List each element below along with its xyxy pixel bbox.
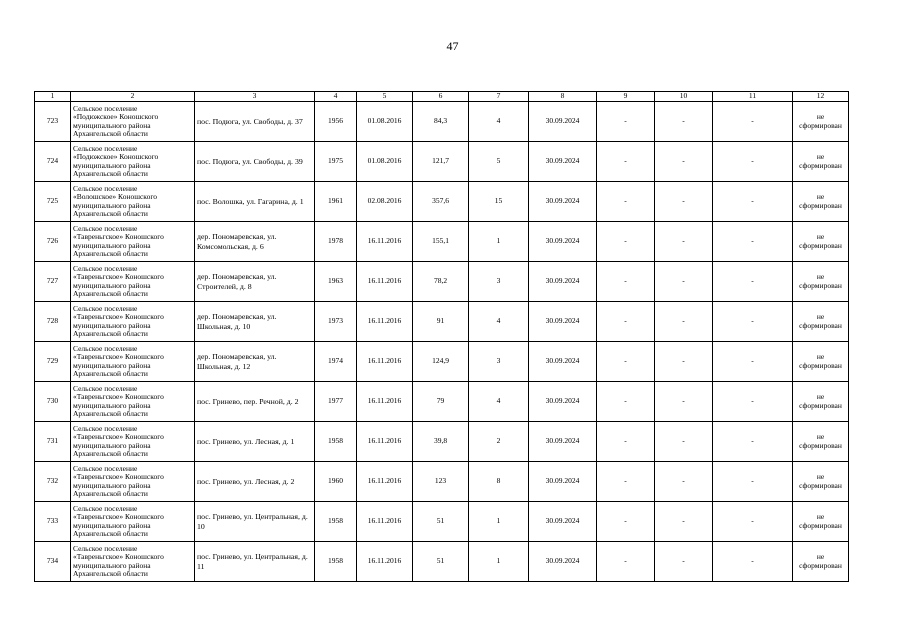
cell-deadline: 30.09.2024 [529, 382, 597, 422]
cell-col10: - [655, 462, 713, 502]
registry-table [34, 91, 849, 582]
cell-col10: - [655, 422, 713, 462]
cell-count: 1 [469, 542, 529, 582]
cell-status: не сформирован [793, 462, 849, 502]
cell-year: 1956 [315, 102, 357, 142]
cell-number: 727 [35, 262, 71, 302]
column-header: 6 [413, 92, 469, 102]
cell-number: 723 [35, 102, 71, 142]
cell-date: 16.11.2016 [357, 542, 413, 582]
table-row [35, 422, 849, 462]
cell-settlement [71, 142, 195, 182]
cell-date: 16.11.2016 [357, 462, 413, 502]
settlement-line: Сельское поселение [73, 383, 138, 393]
cell-settlement [71, 382, 195, 422]
column-header: 10 [655, 92, 713, 102]
table-row [35, 262, 849, 302]
settlement-line: муниципального района [73, 440, 151, 450]
settlement-line: Сельское поселение [73, 423, 138, 433]
table-row [35, 102, 849, 142]
page-number: 47 [446, 39, 459, 53]
cell-settlement [71, 422, 195, 462]
cell-col11: - [713, 382, 793, 422]
settlement-line: муниципального района [73, 200, 151, 210]
cell-col9: - [597, 142, 655, 182]
cell-area: 78,2 [413, 262, 469, 302]
cell-settlement [71, 222, 195, 262]
cell-col11: - [713, 182, 793, 222]
settlement-line: «Подюжское» Коношского [73, 112, 159, 122]
cell-deadline: 30.09.2024 [529, 542, 597, 582]
settlement-line: Архангельской области [73, 368, 148, 378]
table-row [35, 502, 849, 542]
cell-year: 1961 [315, 182, 357, 222]
cell-address: дер. Пономаревская, ул. Строителей, д. 8 [195, 262, 315, 302]
cell-area: 84,3 [413, 102, 469, 142]
settlement-line: Сельское поселение [73, 303, 138, 313]
header-row [35, 92, 849, 102]
cell-col10: - [655, 182, 713, 222]
cell-year: 1960 [315, 462, 357, 502]
settlement-line: Сельское поселение [73, 543, 138, 553]
cell-col9: - [597, 302, 655, 342]
cell-status: не сформирован [793, 182, 849, 222]
cell-number: 729 [35, 342, 71, 382]
cell-date: 16.11.2016 [357, 502, 413, 542]
settlement-line: «Тавреньгское» Коношского [73, 392, 164, 402]
cell-col9: - [597, 422, 655, 462]
cell-col11: - [713, 222, 793, 262]
column-header: 4 [315, 92, 357, 102]
settlement-line: муниципального района [73, 360, 151, 370]
cell-status: не сформирован [793, 382, 849, 422]
settlement-line: Сельское поселение [73, 343, 138, 353]
cell-col9: - [597, 382, 655, 422]
cell-col11: - [713, 142, 793, 182]
cell-address: пос. Гринево, ул. Центральная, д. 11 [195, 542, 315, 582]
table-row [35, 222, 849, 262]
cell-area: 79 [413, 382, 469, 422]
cell-deadline: 30.09.2024 [529, 142, 597, 182]
cell-col10: - [655, 222, 713, 262]
cell-col9: - [597, 542, 655, 582]
cell-col10: - [655, 262, 713, 302]
cell-count: 4 [469, 102, 529, 142]
settlement-line: муниципального района [73, 280, 151, 290]
table-row [35, 462, 849, 502]
settlement-line: муниципального района [73, 400, 151, 410]
cell-settlement [71, 262, 195, 302]
cell-address: пос. Гринево, пер. Речной, д. 2 [195, 382, 315, 422]
column-header: 8 [529, 92, 597, 102]
settlement-line: Сельское поселение [73, 103, 138, 113]
table-row [35, 302, 849, 342]
cell-date: 16.11.2016 [357, 302, 413, 342]
cell-address: дер. Пономаревская, ул. Школьная, д. 12 [195, 342, 315, 382]
cell-settlement [71, 542, 195, 582]
cell-count: 3 [469, 262, 529, 302]
settlement-line: муниципального района [73, 240, 151, 250]
cell-col9: - [597, 182, 655, 222]
cell-col10: - [655, 102, 713, 142]
settlement-line: «Тавреньгское» Коношского [73, 472, 164, 482]
settlement-line: «Тавреньгское» Коношского [73, 432, 164, 442]
cell-date: 02.08.2016 [357, 182, 413, 222]
cell-year: 1963 [315, 262, 357, 302]
cell-number: 732 [35, 462, 71, 502]
cell-deadline: 30.09.2024 [529, 222, 597, 262]
cell-area: 121,7 [413, 142, 469, 182]
cell-status: не сформирован [793, 422, 849, 462]
settlement-line: «Тавреньгское» Коношского [73, 232, 164, 242]
cell-number: 731 [35, 422, 71, 462]
column-header: 9 [597, 92, 655, 102]
settlement-line: Архангельской области [73, 528, 148, 538]
cell-col10: - [655, 342, 713, 382]
table-row [35, 342, 849, 382]
cell-area: 91 [413, 302, 469, 342]
cell-col11: - [713, 342, 793, 382]
cell-count: 5 [469, 142, 529, 182]
cell-year: 1974 [315, 342, 357, 382]
cell-count: 4 [469, 382, 529, 422]
cell-count: 2 [469, 422, 529, 462]
cell-area: 51 [413, 502, 469, 542]
cell-deadline: 30.09.2024 [529, 302, 597, 342]
cell-col10: - [655, 142, 713, 182]
settlement-line: муниципального района [73, 560, 151, 570]
table-row [35, 382, 849, 422]
cell-deadline: 30.09.2024 [529, 462, 597, 502]
cell-address: пос. Волошка, ул. Гагарина, д. 1 [195, 182, 315, 222]
column-header: 5 [357, 92, 413, 102]
cell-address: пос. Подюга, ул. Свободы, д. 39 [195, 142, 315, 182]
cell-settlement [71, 342, 195, 382]
cell-address: дер. Пономаревская, ул. Школьная, д. 10 [195, 302, 315, 342]
cell-col9: - [597, 222, 655, 262]
cell-area: 51 [413, 542, 469, 582]
cell-address: дер. Пономаревская, ул. Комсомольская, д. 6 [195, 222, 315, 262]
cell-deadline: 30.09.2024 [529, 102, 597, 142]
cell-deadline: 30.09.2024 [529, 262, 597, 302]
cell-deadline: 30.09.2024 [529, 182, 597, 222]
cell-deadline: 30.09.2024 [529, 422, 597, 462]
settlement-line: муниципального района [73, 520, 151, 530]
cell-col11: - [713, 102, 793, 142]
cell-date: 16.11.2016 [357, 342, 413, 382]
cell-status: не сформирован [793, 342, 849, 382]
cell-col11: - [713, 302, 793, 342]
column-header: 11 [713, 92, 793, 102]
cell-year: 1958 [315, 502, 357, 542]
cell-status: не сформирован [793, 502, 849, 542]
settlement-line: Архангельской области [73, 448, 148, 458]
cell-address: пос. Гринево, ул. Центральная, д. 10 [195, 502, 315, 542]
settlement-line: Архангельской области [73, 128, 148, 138]
settlement-line: муниципального района [73, 480, 151, 490]
cell-col9: - [597, 462, 655, 502]
cell-area: 39,8 [413, 422, 469, 462]
cell-count: 3 [469, 342, 529, 382]
settlement-line: Сельское поселение [73, 503, 138, 513]
cell-deadline: 30.09.2024 [529, 342, 597, 382]
cell-area: 123 [413, 462, 469, 502]
table-row [35, 542, 849, 582]
cell-area: 124,9 [413, 342, 469, 382]
cell-address: пос. Подюга, ул. Свободы, д. 37 [195, 102, 315, 142]
column-header: 2 [71, 92, 195, 102]
cell-number: 730 [35, 382, 71, 422]
table-row [35, 142, 849, 182]
cell-settlement [71, 502, 195, 542]
cell-count: 1 [469, 222, 529, 262]
column-header: 12 [793, 92, 849, 102]
cell-year: 1958 [315, 542, 357, 582]
settlement-line: муниципального района [73, 120, 151, 130]
settlement-line: Архангельской области [73, 208, 148, 218]
cell-number: 734 [35, 542, 71, 582]
cell-col10: - [655, 302, 713, 342]
settlement-line: Архангельской области [73, 288, 148, 298]
settlement-line: «Волошское» Коношского [73, 192, 157, 202]
cell-number: 733 [35, 502, 71, 542]
settlement-line: Архангельской области [73, 248, 148, 258]
cell-col11: - [713, 542, 793, 582]
cell-date: 01.08.2016 [357, 142, 413, 182]
cell-number: 724 [35, 142, 71, 182]
cell-number: 728 [35, 302, 71, 342]
cell-col9: - [597, 342, 655, 382]
settlement-line: муниципального района [73, 160, 151, 170]
cell-date: 16.11.2016 [357, 422, 413, 462]
settlement-line: Сельское поселение [73, 463, 138, 473]
cell-settlement [71, 302, 195, 342]
cell-number: 725 [35, 182, 71, 222]
cell-count: 1 [469, 502, 529, 542]
cell-status: не сформирован [793, 222, 849, 262]
cell-year: 1958 [315, 422, 357, 462]
settlement-line: «Подюжское» Коношского [73, 152, 159, 162]
column-header: 1 [35, 92, 71, 102]
cell-settlement [71, 182, 195, 222]
cell-col10: - [655, 502, 713, 542]
cell-col11: - [713, 422, 793, 462]
cell-col9: - [597, 262, 655, 302]
settlement-line: Архангельской области [73, 408, 148, 418]
settlement-line: «Тавреньгское» Коношского [73, 552, 164, 562]
settlement-line: «Тавреньгское» Коношского [73, 352, 164, 362]
cell-col10: - [655, 382, 713, 422]
settlement-line: «Тавреньгское» Коношского [73, 312, 164, 322]
cell-status: не сформирован [793, 542, 849, 582]
cell-year: 1973 [315, 302, 357, 342]
cell-date: 16.11.2016 [357, 262, 413, 302]
settlement-line: Сельское поселение [73, 183, 138, 193]
cell-year: 1975 [315, 142, 357, 182]
cell-col11: - [713, 502, 793, 542]
table-row [35, 182, 849, 222]
table-body [35, 102, 849, 582]
cell-count: 8 [469, 462, 529, 502]
cell-status: не сформирован [793, 142, 849, 182]
cell-col11: - [713, 262, 793, 302]
cell-area: 357,6 [413, 182, 469, 222]
column-header: 7 [469, 92, 529, 102]
settlement-line: Архангельской области [73, 568, 148, 578]
cell-status: не сформирован [793, 102, 849, 142]
settlement-line: Архангельской области [73, 328, 148, 338]
cell-date: 01.08.2016 [357, 102, 413, 142]
settlement-line: «Тавреньгское» Коношского [73, 272, 164, 282]
cell-count: 15 [469, 182, 529, 222]
cell-status: не сформирован [793, 262, 849, 302]
cell-col11: - [713, 462, 793, 502]
settlement-line: Сельское поселение [73, 143, 138, 153]
settlement-line: Сельское поселение [73, 263, 138, 273]
cell-number: 726 [35, 222, 71, 262]
cell-address: пос. Гринево, ул. Лесная, д. 1 [195, 422, 315, 462]
cell-date: 16.11.2016 [357, 382, 413, 422]
cell-settlement [71, 102, 195, 142]
cell-col10: - [655, 542, 713, 582]
cell-status: не сформирован [793, 302, 849, 342]
cell-area: 155,1 [413, 222, 469, 262]
cell-settlement [71, 462, 195, 502]
settlement-line: муниципального района [73, 320, 151, 330]
cell-year: 1978 [315, 222, 357, 262]
column-header: 3 [195, 92, 315, 102]
cell-deadline: 30.09.2024 [529, 502, 597, 542]
cell-date: 16.11.2016 [357, 222, 413, 262]
cell-year: 1977 [315, 382, 357, 422]
settlement-line: «Тавреньгское» Коношского [73, 512, 164, 522]
cell-col9: - [597, 502, 655, 542]
cell-col9: - [597, 102, 655, 142]
cell-address: пос. Гринево, ул. Лесная, д. 2 [195, 462, 315, 502]
cell-count: 4 [469, 302, 529, 342]
settlement-line: Архангельской области [73, 168, 148, 178]
settlement-line: Архангельской области [73, 488, 148, 498]
settlement-line: Сельское поселение [73, 223, 138, 233]
